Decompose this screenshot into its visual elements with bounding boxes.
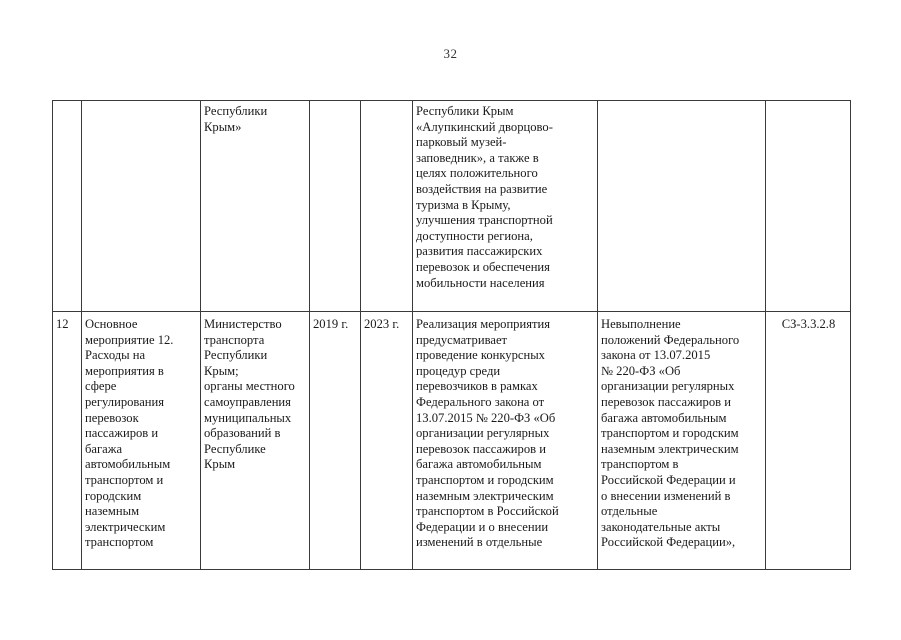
- cell-event: Основное мероприятие 12. Расходы на мероприятия в сфере регулирования перевозок пассажиров и багажа автомобильным транспортом и городским наземным электрическим транспортом: [82, 312, 201, 570]
- cell-executor: Министерство транспорта Республики Крым; органы местного самоуправления муниципальных образований в Республике Крым: [201, 312, 310, 570]
- cell-start-year: 2019 г.: [310, 312, 361, 570]
- page-number: 32: [443, 46, 458, 61]
- cell-consequences: [598, 101, 766, 312]
- cell-end-year: [361, 101, 413, 312]
- cell-end-year: 2023 г.: [361, 312, 413, 570]
- cell-number: [53, 101, 82, 312]
- cell-executor: Республики Крым»: [201, 101, 310, 312]
- cell-relation: [766, 101, 851, 312]
- cell-event: [82, 101, 201, 312]
- cell-number: 12: [53, 312, 82, 570]
- cell-consequences: Невыполнение положений Федерального закона от 13.07.2015 № 220-ФЗ «Об организации регулярных перевозок пассажиров и багажа автомобильным транспортом и городским наземным электрическим транспортом в Российской Федерации и о внесении изменений в отдельные законодательные акты Российской Федерации»,: [598, 312, 766, 570]
- cell-expected-result: Республики Крым «Алупкинский дворцово- парковый музей- заповедник», а также в целях положительного воздействия на развитие туризма в Крыму, улучшения транспортной доступности региона, развития пассажирских перевозок и обеспечения мобильности населения: [413, 101, 598, 312]
- cell-relation: СЗ-3.3.2.8: [766, 312, 851, 570]
- cell-start-year: [310, 101, 361, 312]
- table-row-12: [53, 312, 851, 570]
- cell-expected-result: Реализация мероприятия предусматривает проведение конкурсных процедур среди перевозчиков в рамках Федерального закона от 13.07.2015 № 220-ФЗ «Об организации регулярных перевозок пассажиров и багажа автомобильным транспортом и городским наземным электрическим транспортом в Российской Федерации и о внесении изменений в отдельные: [413, 312, 598, 570]
- program-events-table: [52, 100, 851, 570]
- table-row-continuation: [53, 101, 851, 312]
